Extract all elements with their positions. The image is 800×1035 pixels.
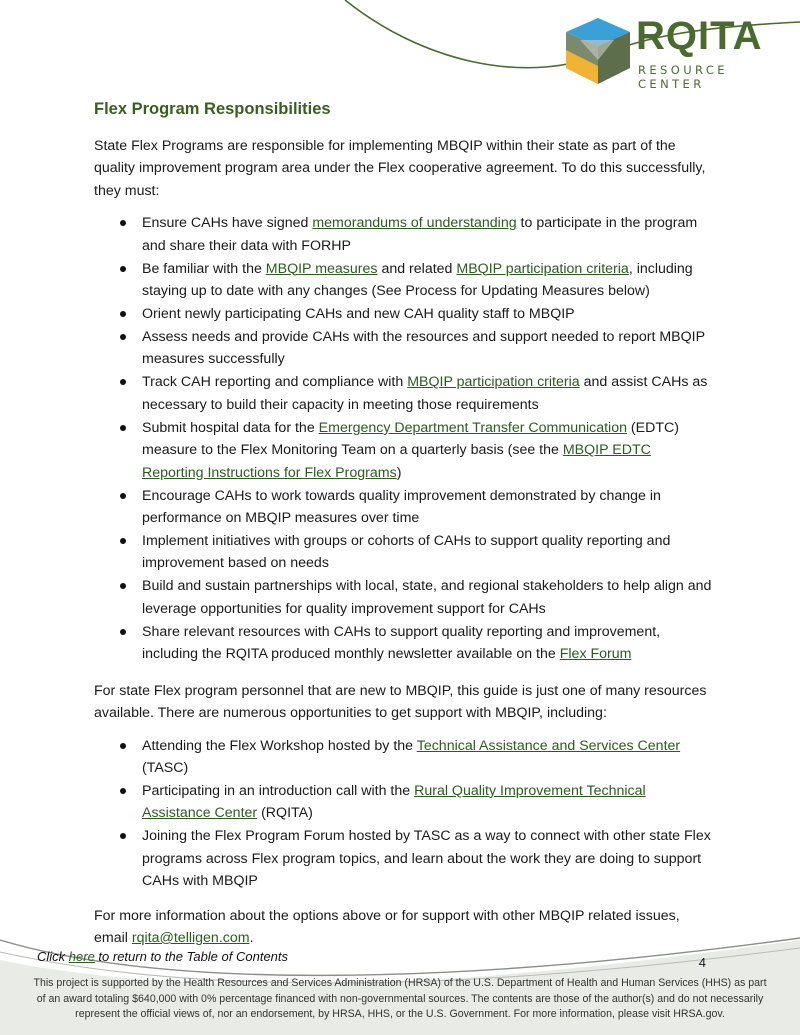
- mbqip-measures-link[interactable]: MBQIP measures: [265, 260, 378, 277]
- support-paragraph: For state Flex program personnel that are new to MBQIP, this guide is just one of many resources available. There are numerous opportunities to get support with MBQIP, including:: [94, 682, 707, 722]
- logo-subtitle: RESOURCE CENTER: [638, 63, 728, 91]
- list-item: Assess needs and provide CAHs with the resources and support needed to report MBQIP measures successfully: [142, 326, 714, 371]
- email-link[interactable]: rqita@telligen.com: [131, 929, 250, 946]
- toc-nav: Click here to return to the Table of Contents: [37, 949, 289, 964]
- list-item: Orient newly participating CAHs and new CAH quality staff to MBQIP: [142, 303, 714, 325]
- flex-forum-link[interactable]: Flex Forum: [559, 646, 632, 663]
- intro-paragraph: State Flex Programs are responsible for implementing MBQIP within their state as part of the quality improvement program area under the Flex cooperative agreement. To do this successfully, they must:: [94, 138, 706, 199]
- list-item: Implement initiatives with groups or cohorts of CAHs to support quality reporting and improvement based on needs: [142, 530, 714, 575]
- responsibilities-list: [94, 212, 714, 665]
- logo-mark-icon: [558, 10, 638, 90]
- contact-paragraph: For more information about the options above or for support with other MBQIP related issues, email rqita@telligen.com.: [94, 907, 680, 946]
- rqita-logo: [558, 10, 778, 90]
- list-item: Submit hospital data for the Emergency Department Transfer Communication (EDTC) measure to the Flex Monitoring Team on a quarterly basis (see the MBQIP EDTC Reporting Instructions for Flex Programs): [142, 417, 714, 484]
- list-item: Build and sustain partnerships with local, state, and regional stakeholders to help align and leverage opportunities for quality improvement support for CAHs: [142, 575, 714, 620]
- toc-link[interactable]: here: [68, 949, 95, 964]
- main-content: [94, 100, 714, 949]
- rqita-link[interactable]: Rural Quality Improvement Technical Assistance Center: [142, 782, 646, 822]
- page-number: 4: [698, 955, 706, 970]
- participation-criteria-link[interactable]: MBQIP participation criteria: [407, 374, 580, 391]
- participation-criteria-link[interactable]: MBQIP participation criteria: [456, 260, 629, 277]
- tasc-link[interactable]: Technical Assistance and Services Center: [416, 737, 681, 754]
- list-item: Encourage CAHs to work towards quality improvement demonstrated by change in performance on MBQIP measures over time: [142, 485, 714, 530]
- list-item: Joining the Flex Program Forum hosted by TASC as a way to connect with other state Flex programs across Flex program topics, and learn about the work they are doing to support CAHs with MBQIP: [142, 825, 714, 892]
- funding-disclaimer: This project is supported by the Health Resources and Services Administration (HRSA) of the U.S. Department of Health and Human Services (HHS) as part of an award totaling $640,000 with 0% percentage financed with non-governmental sources. The contents are those of the author(s) and do not necessarily represent the official views of, nor an endorsement, by HRSA, HHS, or the U.S. Government. For more information, please visit HRSA.gov.: [33, 977, 767, 1020]
- list-item: Share relevant resources with CAHs to support quality reporting and improvement, including the RQITA produced monthly newsletter available on the Flex Forum: [142, 621, 714, 666]
- list-item: Attending the Flex Workshop hosted by the Technical Assistance and Services Center (TASC): [142, 735, 714, 780]
- edtc-link[interactable]: Emergency Department Transfer Communication: [318, 419, 627, 436]
- list-item: Be familiar with the MBQIP measures and related MBQIP participation criteria, including staying up to date with any changes (See Process for Updating Measures below): [142, 258, 714, 303]
- mou-link[interactable]: memorandums of understanding: [312, 215, 517, 232]
- section-heading: Flex Program Responsibilities: [94, 100, 331, 118]
- list-item: Ensure CAHs have signed memorandums of understanding to participate in the program and share their data with FORHP: [142, 212, 714, 257]
- list-item: Participating in an introduction call with the Rural Quality Improvement Technical Assistance Center (RQITA): [142, 780, 714, 825]
- support-options-list: [94, 735, 714, 893]
- logo-name: RQITA: [636, 14, 763, 58]
- edtc-instructions-link[interactable]: MBQIP EDTC Reporting Instructions for Flex Programs: [142, 442, 651, 481]
- list-item: Track CAH reporting and compliance with MBQIP participation criteria and assist CAHs as necessary to build their capacity in meeting those requirements: [142, 371, 714, 416]
